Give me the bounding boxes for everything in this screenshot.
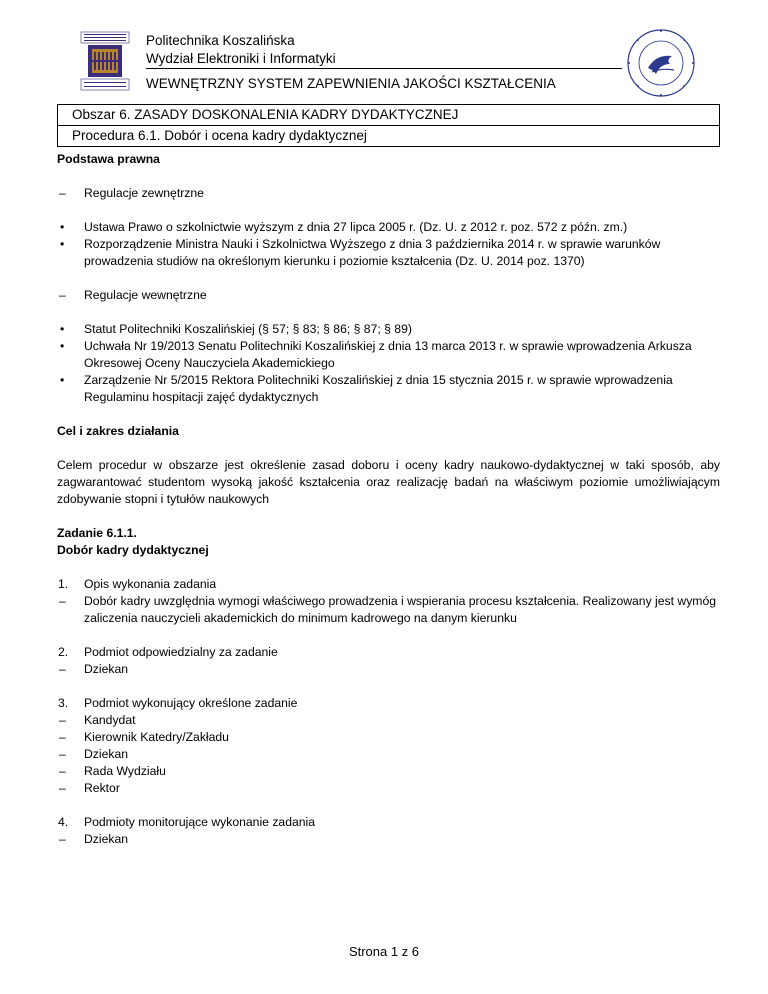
section-4-title: 4. Podmioty monitorujące wykonanie zadania — [58, 815, 316, 829]
section-2-title: 2. Podmiot odpowiedzialny za zadanie — [58, 645, 278, 659]
list-item: • Statut Politechniki Koszalińskiej (§ 57; § 83; § 86; § 87; § 89) — [60, 322, 412, 336]
list-item: – Dziekan — [59, 747, 129, 761]
header-divider — [146, 68, 622, 69]
list-item: – Dziekan — [59, 832, 129, 846]
task-number: Zadanie 6.1.1. — [57, 526, 137, 540]
list-item: – Dobór kadry uwzględnia wymogi właściwego prowadzenia i wspierania procesu kształcenia. Realizowany jest wymóg zaliczenia nauczycieli akademickich do minimum kadrowego na danym kierunku — [59, 594, 717, 625]
page-number: Strona 1 z 6 — [348, 944, 420, 959]
section-3-title: 3. Podmiot wykonujący określone zadanie — [58, 696, 298, 710]
list-item: – Kandydat — [59, 713, 136, 727]
list-item: – Kierownik Katedry/Zakładu — [59, 730, 229, 744]
list-item: • Rozporządzenie Ministra Nauki i Szkolnictwa Wyższego z dnia 3 października 2014 r. w sprawie warunków prowadzenia studiów na określonym kierunku i poziomie kształcenia (Dz. U. 2014 poz. 1370) — [60, 237, 661, 268]
header-titles — [146, 32, 622, 68]
task-title: Dobór kadry dydaktycznej — [57, 543, 209, 557]
goal-heading: Cel i zakres działania — [57, 424, 179, 438]
list-item: – Rada Wydziału — [59, 764, 166, 778]
faculty-name: Wydział Elektroniki i Informatyki — [146, 51, 336, 66]
legal-basis-heading: Podstawa prawna — [57, 152, 160, 166]
document-body — [57, 151, 720, 848]
faculty-logo-icon — [78, 30, 132, 92]
list-item: • Uchwała Nr 19/2013 Senatu Politechniki Koszalińskiej z dnia 13 marca 2013 r. w sprawie wprowadzenia Arkusza Okresowej Oceny Nauczyciela Akademickiego — [60, 339, 692, 370]
list-item: – Dziekan — [59, 662, 129, 676]
area-box: Obszar 6. ZASADY DOSKONALENIA KADRY DYDAKTYCZNEJ — [57, 104, 720, 126]
goal-paragraph: Celem procedur w obszarze jest określenie zasad doboru i oceny kadry naukowo-dydaktycznej w taki sposób, aby zagwarantować studentom wysoką jakość kształcenia oraz realizację badań na właściwym poziomie umożliwiającym zdobywanie stopni i tytułów naukowych — [57, 458, 720, 506]
system-name: WEWNĘTRZNY SYSTEM ZAPEWNIENIA JAKOŚCI KSZTAŁCENIA — [146, 76, 556, 91]
university-name: Politechnika Koszalińska — [146, 33, 295, 48]
list-item: – Rektor — [59, 781, 120, 795]
university-seal-icon — [626, 28, 696, 98]
internal-regulations-label: – Regulacje wewnętrzne — [59, 288, 207, 302]
list-item: • Zarządzenie Nr 5/2015 Rektora Politechniki Koszalińskiej z dnia 15 stycznia 2015 r. w sprawie wprowadzenia Regulaminu hospitacji zajęć dydaktycznych — [60, 373, 673, 404]
procedure-box: Procedura 6.1. Dobór i ocena kadry dydaktycznej — [57, 125, 720, 147]
list-item: • Ustawa Prawo o szkolnictwie wyższym z dnia 27 lipca 2005 r. (Dz. U. z 2012 r. poz. 572 z późn. zm.) — [60, 220, 628, 234]
external-regulations-label: – Regulacje zewnętrzne — [59, 186, 204, 200]
section-1-title: 1. Opis wykonania zadania — [58, 577, 217, 591]
